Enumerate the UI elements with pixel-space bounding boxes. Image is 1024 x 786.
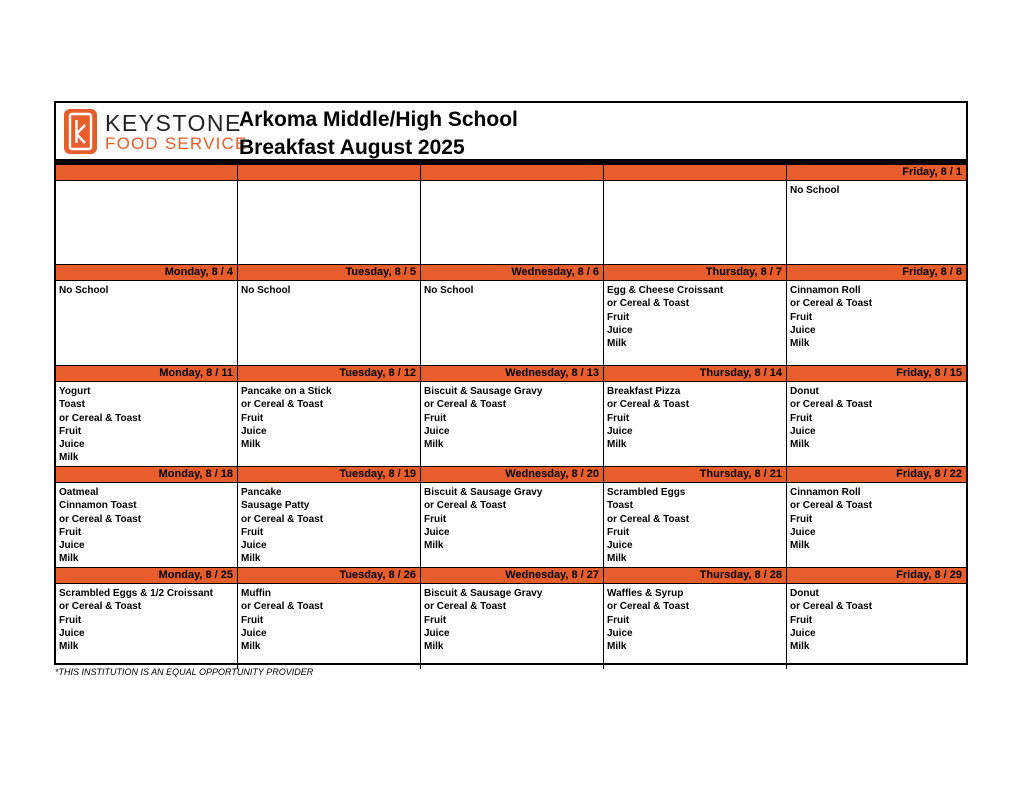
keystone-logo-icon — [64, 109, 97, 154]
day-menu — [421, 382, 603, 467]
week-row — [56, 165, 966, 265]
day-cell — [604, 568, 787, 669]
day-cell — [56, 467, 238, 568]
day-date-header: Wednesday, 8 / 27 — [421, 568, 603, 584]
menu-item: Juice — [59, 540, 85, 552]
menu-item: Pancake on a Stick — [241, 386, 332, 397]
day-cell — [787, 366, 966, 467]
menu-item: Juice — [790, 324, 816, 336]
day-date-header: Monday, 8 / 11 — [56, 366, 237, 382]
day-date-header: Monday, 8 / 4 — [56, 265, 237, 281]
menu-item: Fruit — [607, 311, 630, 323]
menu-title: Breakfast August 2025 — [239, 136, 465, 159]
menu-item: Pancake — [241, 487, 282, 498]
menu-item: Fruit — [607, 526, 630, 538]
menu-item: Cinnamon Roll — [790, 487, 861, 498]
menu-item: Scrambled Eggs & 1/2 Croissant — [59, 588, 213, 599]
menu-item: or Cereal & Toast — [790, 298, 873, 310]
menu-item: Juice — [607, 324, 633, 336]
menu-item: Juice — [59, 439, 85, 451]
menu-item: or Cereal & Toast — [790, 399, 873, 411]
day-date-header: Tuesday, 8 / 19 — [238, 467, 420, 483]
day-date-header — [238, 165, 420, 181]
day-menu — [56, 181, 237, 265]
day-cell — [787, 568, 966, 669]
menu-item: Juice — [607, 425, 633, 437]
week-row — [56, 467, 966, 568]
day-menu — [56, 483, 237, 568]
day-date-header: Friday, 8 / 29 — [787, 568, 966, 584]
menu-item: Milk — [59, 641, 79, 653]
menu-item: Fruit — [790, 614, 813, 626]
day-date-header: Thursday, 8 / 28 — [604, 568, 786, 584]
menu-item: No School — [59, 285, 109, 296]
day-cell — [787, 265, 966, 366]
day-menu — [604, 382, 786, 467]
menu-frame — [54, 101, 968, 665]
day-date-header: Thursday, 8 / 21 — [604, 467, 786, 483]
menu-item: Milk — [241, 553, 261, 565]
menu-item: Milk — [424, 439, 444, 451]
menu-item: Milk — [59, 452, 79, 464]
menu-item: Milk — [424, 641, 444, 653]
menu-item: Cinnamon Roll — [790, 285, 861, 296]
menu-item: Juice — [790, 526, 816, 538]
day-cell — [56, 568, 238, 669]
day-date-header: Wednesday, 8 / 20 — [421, 467, 603, 483]
menu-item: Juice — [424, 526, 450, 538]
day-cell — [421, 165, 604, 265]
week-row — [56, 265, 966, 366]
day-cell — [238, 265, 421, 366]
day-date-header: Monday, 8 / 18 — [56, 467, 237, 483]
day-menu — [604, 584, 786, 669]
menu-item: Cinnamon Toast — [59, 500, 137, 512]
menu-item: Breakfast Pizza — [607, 386, 681, 397]
day-menu — [787, 181, 966, 265]
menu-item: Milk — [607, 439, 627, 451]
day-menu — [238, 281, 420, 366]
menu-item: Toast — [59, 399, 85, 411]
menu-item: Sausage Patty — [241, 500, 310, 512]
day-date-header: Wednesday, 8 / 13 — [421, 366, 603, 382]
menu-item: Fruit — [424, 614, 447, 626]
day-date-header: Tuesday, 8 / 12 — [238, 366, 420, 382]
day-cell — [604, 366, 787, 467]
day-date-header — [604, 165, 786, 181]
menu-item: Milk — [790, 540, 810, 552]
menu-item: Juice — [607, 627, 633, 639]
menu-item: Juice — [424, 425, 450, 437]
menu-item: or Cereal & Toast — [241, 399, 324, 411]
menu-item: or Cereal & Toast — [607, 601, 690, 613]
brand-name: KEYSTONE — [105, 110, 242, 136]
menu-item: Fruit — [790, 412, 813, 424]
day-date-header — [421, 165, 603, 181]
menu-item: No School — [424, 285, 474, 296]
menu-item: or Cereal & Toast — [424, 399, 507, 411]
menu-item: Milk — [241, 641, 261, 653]
menu-item: Fruit — [790, 311, 813, 323]
menu-item: Scrambled Eggs — [607, 487, 686, 498]
menu-item: Milk — [607, 338, 627, 350]
menu-item: Milk — [424, 540, 444, 552]
menu-item: Milk — [59, 553, 79, 565]
day-menu — [787, 584, 966, 669]
day-menu — [604, 181, 786, 265]
day-cell — [56, 366, 238, 467]
menu-item: Fruit — [424, 513, 447, 525]
menu-item: Biscuit & Sausage Gravy — [424, 386, 543, 397]
day-cell — [421, 265, 604, 366]
day-menu — [238, 382, 420, 467]
menu-item: or Cereal & Toast — [241, 601, 324, 613]
day-menu — [421, 584, 603, 669]
menu-item: or Cereal & Toast — [59, 412, 142, 424]
day-cell — [238, 366, 421, 467]
menu-item: Juice — [607, 540, 633, 552]
menu-item: or Cereal & Toast — [241, 513, 324, 525]
menu-item: No School — [241, 285, 291, 296]
menu-item: Toast — [607, 500, 633, 512]
day-cell — [238, 165, 421, 265]
menu-item: Fruit — [607, 412, 630, 424]
menu-item: Fruit — [59, 425, 82, 437]
menu-item: Fruit — [790, 513, 813, 525]
day-cell — [56, 165, 238, 265]
menu-item: Juice — [790, 627, 816, 639]
menu-item: Fruit — [241, 614, 264, 626]
menu-item: or Cereal & Toast — [59, 601, 142, 613]
menu-item: Donut — [790, 588, 819, 599]
menu-item: Milk — [790, 439, 810, 451]
menu-item: Milk — [790, 338, 810, 350]
day-menu — [604, 483, 786, 568]
day-date-header: Wednesday, 8 / 6 — [421, 265, 603, 281]
menu-item: Fruit — [241, 412, 264, 424]
equal-opportunity-notice: *THIS INSTITUTION IS AN EQUAL OPPORTUNITY PROVIDER — [55, 667, 314, 677]
day-menu — [238, 584, 420, 669]
menu-item: Juice — [790, 425, 816, 437]
day-cell — [56, 265, 238, 366]
day-date-header: Tuesday, 8 / 26 — [238, 568, 420, 584]
menu-item: or Cereal & Toast — [424, 500, 507, 512]
day-menu — [56, 584, 237, 669]
day-menu — [787, 281, 966, 366]
day-menu — [238, 483, 420, 568]
day-cell — [421, 366, 604, 467]
menu-header — [56, 103, 966, 165]
menu-item: Oatmeal — [59, 487, 99, 498]
menu-item: Fruit — [607, 614, 630, 626]
day-menu — [787, 483, 966, 568]
menu-item: No School — [790, 185, 840, 196]
menu-item: Fruit — [241, 526, 264, 538]
menu-item: Juice — [241, 627, 267, 639]
menu-item: Juice — [241, 425, 267, 437]
menu-item: or Cereal & Toast — [607, 298, 690, 310]
menu-item: or Cereal & Toast — [790, 500, 873, 512]
menu-item: Yogurt — [59, 386, 91, 397]
day-date-header: Thursday, 8 / 14 — [604, 366, 786, 382]
menu-item: Muffin — [241, 588, 271, 599]
day-date-header: Thursday, 8 / 7 — [604, 265, 786, 281]
day-cell — [238, 467, 421, 568]
day-menu — [56, 382, 237, 467]
day-menu — [56, 281, 237, 366]
menu-item: or Cereal & Toast — [59, 513, 142, 525]
day-cell — [604, 467, 787, 568]
menu-item: or Cereal & Toast — [607, 513, 690, 525]
school-title: Arkoma Middle/High School — [239, 108, 518, 131]
menu-item: Juice — [424, 627, 450, 639]
menu-item: Waffles & Syrup — [607, 588, 684, 599]
day-date-header: Friday, 8 / 22 — [787, 467, 966, 483]
day-date-header: Friday, 8 / 15 — [787, 366, 966, 382]
day-menu — [238, 181, 420, 265]
calendar-grid — [56, 165, 966, 669]
menu-item: or Cereal & Toast — [790, 601, 873, 613]
day-cell — [604, 165, 787, 265]
menu-item: Biscuit & Sausage Gravy — [424, 487, 543, 498]
day-cell — [787, 165, 966, 265]
day-cell — [421, 568, 604, 669]
menu-item: or Cereal & Toast — [607, 399, 690, 411]
menu-item: Egg & Cheese Croissant — [607, 285, 724, 296]
day-date-header: Tuesday, 8 / 5 — [238, 265, 420, 281]
menu-item: Milk — [607, 641, 627, 653]
day-cell — [238, 568, 421, 669]
day-date-header: Monday, 8 / 25 — [56, 568, 237, 584]
day-menu — [421, 181, 603, 265]
day-cell — [604, 265, 787, 366]
day-menu — [787, 382, 966, 467]
day-cell — [421, 467, 604, 568]
menu-item: Juice — [241, 540, 267, 552]
menu-item: Fruit — [59, 614, 82, 626]
day-menu — [421, 281, 603, 366]
day-menu — [421, 483, 603, 568]
day-date-header — [56, 165, 237, 181]
day-date-header: Friday, 8 / 1 — [787, 165, 966, 181]
day-cell — [787, 467, 966, 568]
menu-item: Milk — [241, 439, 261, 451]
menu-item: Donut — [790, 386, 819, 397]
menu-item: or Cereal & Toast — [424, 601, 507, 613]
menu-item: Biscuit & Sausage Gravy — [424, 588, 543, 599]
menu-item: Milk — [790, 641, 810, 653]
brand-subtitle: FOOD SERVICE — [105, 134, 248, 153]
menu-item: Fruit — [424, 412, 447, 424]
week-row — [56, 568, 966, 669]
day-date-header: Friday, 8 / 8 — [787, 265, 966, 281]
menu-item: Juice — [59, 627, 85, 639]
menu-item: Milk — [607, 553, 627, 565]
week-row — [56, 366, 966, 467]
day-menu — [604, 281, 786, 366]
menu-item: Fruit — [59, 526, 82, 538]
